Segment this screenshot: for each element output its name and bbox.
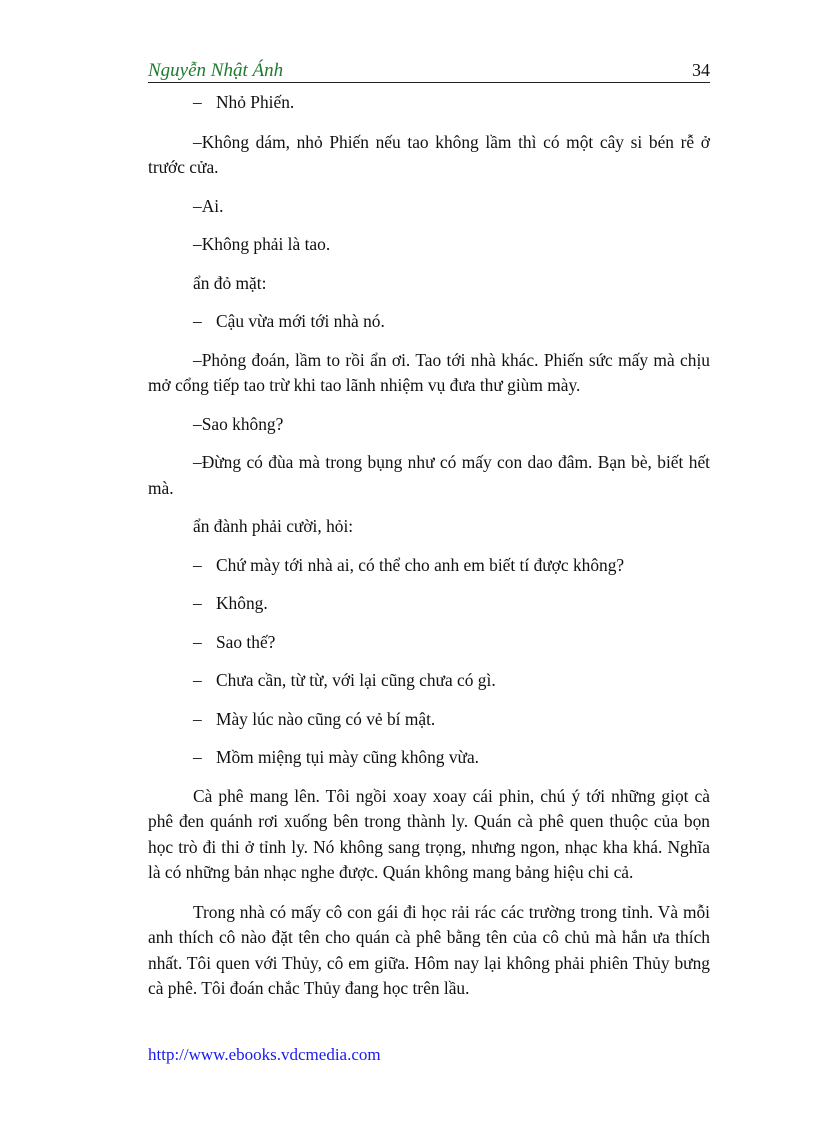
header-divider — [148, 82, 710, 83]
dash-mark: – — [193, 92, 202, 112]
paragraph — [148, 745, 710, 771]
paragraph-text: Chứ mày tới nhà ai, có thể cho anh em biết tí được không? — [216, 554, 625, 575]
paragraph — [148, 668, 710, 694]
paragraph — [148, 707, 710, 733]
body-text — [148, 90, 710, 1002]
paragraph — [148, 553, 710, 579]
paragraph-text: Cậu vừa mới tới nhà nó. — [216, 311, 385, 331]
paragraph: Cà phê mang lên. Tôi ngồi xoay xoay cái phin, chú ý tới những giọt cà phê đen quánh rơi xuống bên trong thành ly. Quán cà phê quen thuộc của bọn học trò đi thi ở tỉnh ly. Nó không sang trọng, nhưng ngon, nhạc kha khá. Nghĩa là có những bản nhạc nghe được. Quán không mang bảng hiệu chi cả. — [148, 785, 710, 882]
paragraph — [148, 309, 710, 335]
footer-link[interactable]: http://www.ebooks.vdcmedia.com — [148, 1045, 381, 1064]
paragraph-text: Nhỏ Phiến. — [216, 92, 295, 112]
paragraph: Trong nhà có mấy cô con gái đi học rải rác các trường trong tỉnh. Và mỗi anh thích cô nào đặt tên cho quán cà phê bằng tên của cô chủ mà hắn ưa thích nhất. Tôi quen với Thủy, cô em giữa. Hôm nay lại không phải phiên Thủy bưng cà phê. Tôi đoán chắc Thủy đang học trên lầu. — [148, 901, 710, 998]
dash-mark: – — [193, 554, 202, 575]
paragraph — [148, 591, 710, 617]
page-number: 34 — [692, 60, 710, 80]
paragraph: ẩn đỏ mặt: — [193, 272, 267, 293]
paragraph: –Sao không? — [193, 413, 284, 434]
paragraph: –Không phải là tao. — [193, 234, 331, 254]
paragraph: –Ai. — [193, 195, 224, 216]
paragraph — [148, 90, 710, 116]
paragraph: ẩn đành phải cười, hỏi: — [193, 516, 354, 536]
paragraph: –Đừng có đùa mà trong bụng như có mấy con dao đâm. Bạn bè, biết hết mà. — [148, 452, 710, 498]
header-author: Nguyễn Nhật Ánh — [148, 60, 284, 81]
dash-mark: – — [193, 593, 202, 613]
paragraph — [148, 630, 710, 656]
paragraph-text: Mồm miệng tụi mày cũng không vừa. — [216, 747, 480, 767]
paragraph-text: Chưa cần, từ từ, với lại cũng chưa có gì. — [216, 670, 496, 690]
dash-mark: – — [193, 747, 202, 767]
dash-mark: – — [193, 708, 202, 729]
paragraph-text: Mày lúc nào cũng có vẻ bí mật. — [216, 708, 436, 729]
dash-mark: – — [193, 631, 202, 652]
dash-mark: – — [193, 670, 202, 690]
paragraph: –Phỏng đoán, lầm to rồi ẩn ơi. Tao tới nhà khác. Phiến sức mấy mà chịu mở cổng tiếp tao trừ khi tao lãnh nhiệm vụ đưa thư giùm mày. — [148, 349, 710, 395]
paragraph-text: Không. — [216, 593, 268, 613]
paragraph: –Không dám, nhỏ Phiến nếu tao không lầm thì có một cây si bén rễ ở trước cửa. — [148, 131, 710, 177]
paragraph-text: Sao thế? — [216, 631, 276, 652]
dash-mark: – — [193, 311, 202, 331]
